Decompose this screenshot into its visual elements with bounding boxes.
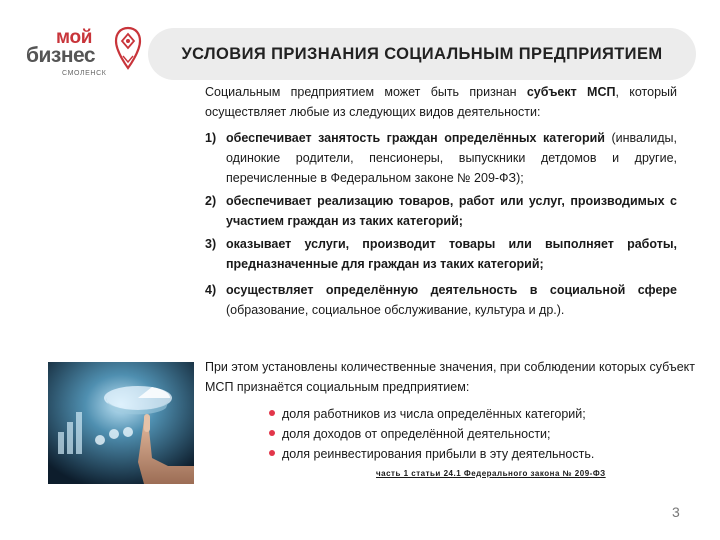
activity-list — [205, 128, 677, 320]
list-item-bold: осуществляет определённую деятельность в социальной сфере — [226, 283, 677, 297]
criteria-text: доля реинвестирования прибыли в эту деятельность. — [282, 447, 595, 461]
list-item-bold: обеспечивает занятость граждан определённых категорий — [226, 131, 605, 145]
photo-illustration — [48, 362, 194, 484]
logo-text-moi: мой — [56, 27, 93, 48]
intro-text-bold: субъект МСП — [526, 85, 616, 99]
list-item-text: (инвалиды, одинокие родители, пенсионеры, выпускники детдомов и другие, перечисленные в Федеральном законе № 209-ФЗ); — [226, 131, 677, 185]
list-item-number: 4) — [205, 283, 217, 297]
intro-text-after: , который осуществляет любые из следующих видов деятельности: — [205, 85, 677, 119]
intro-paragraph — [205, 82, 677, 122]
law-reference: часть 1 статьи 24.1 Федерального закона № 209-ФЗ — [376, 469, 606, 478]
location-pin-icon — [114, 26, 142, 78]
list-item-number: 2) — [205, 194, 217, 208]
criteria-list — [268, 404, 688, 464]
list-item — [268, 404, 688, 424]
criteria-text: доля работников из числа определённых категорий; — [282, 407, 586, 421]
list-item — [205, 234, 677, 274]
logo-city: СМОЛЕНСК — [62, 70, 107, 77]
main-content — [205, 82, 677, 323]
list-item-text: (образование, социальное обслуживание, культура и др.). — [226, 303, 565, 317]
bullet-dot-icon — [269, 430, 275, 436]
quantitative-criteria-paragraph: При этом установлены количественные значения, при соблюдении которых субъект МСП признаётся социальным предприятием: — [205, 360, 695, 394]
logo — [22, 26, 140, 82]
logo-text-biznes: бизнес — [26, 44, 96, 67]
business-hand-photo — [48, 362, 194, 484]
intro-text-before: Социальным предприятием может быть признан — [205, 85, 527, 99]
list-item-number: 1) — [205, 131, 217, 145]
page-title: УСЛОВИЯ ПРИЗНАНИЯ СОЦИАЛЬНЫМ ПРЕДПРИЯТИЕМ — [181, 44, 663, 63]
list-item — [268, 424, 688, 444]
bullet-dot-icon — [269, 450, 275, 456]
list-item — [205, 128, 677, 188]
list-item-bold: обеспечивает реализацию товаров, работ или услуг, производимых с участием граждан из таких категорий; — [226, 194, 677, 228]
list-item-bold: оказывает услуги, производит товары или выполняет работы, предназначенные для граждан из таких категорий; — [226, 237, 677, 271]
list-item — [205, 280, 677, 320]
criteria-text: доля доходов от определённой деятельности; — [282, 427, 551, 441]
title-bar — [148, 28, 696, 80]
list-item — [205, 191, 677, 231]
list-item — [268, 444, 688, 464]
list-item-number: 3) — [205, 237, 217, 251]
bullet-dot-icon — [269, 410, 275, 416]
page-number: 3 — [672, 504, 680, 520]
